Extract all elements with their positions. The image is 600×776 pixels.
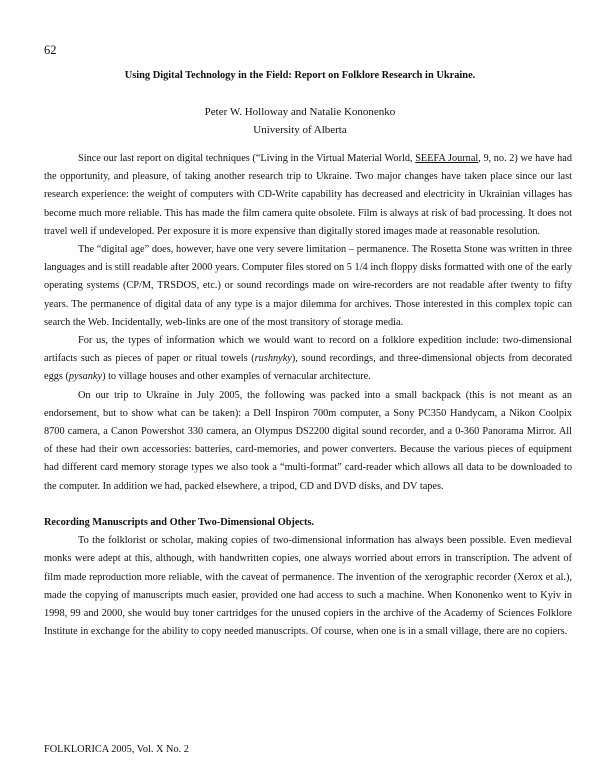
- article-title: Using Digital Technology in the Field: Report on Folklore Research in Ukraine.: [124, 70, 476, 81]
- author-affiliation: University of Alberta: [253, 124, 347, 136]
- section-heading: Recording Manuscripts and Other Two-Dimensional Objects.: [44, 517, 315, 529]
- article-body: [44, 150, 572, 641]
- paragraph-equipment: On our trip to Ukraine in July 2005, the following was packed into a small backpack (this is not meant as an endorsement, but to show what can be taken): a Dell Inspiron 700m computer, a Sony PC350 Handycam, a Nikon Coolpix 8700 camera, a Canon Powershot 330 camera, an Olympus DS2200 digital sound recorder, and a 0-360 Panorama Mirror. All of these had their own accessories: batteries, card-memories, and power converters. Because the various pieces of equipment had different card memory storage types we also took a “multi-format” card-reader which allows all data to be downloaded to the computer. In addition we had, packed elsewhere, a tripod, CD and DVD disks, and DV tapes.: [44, 389, 572, 492]
- author-names: Peter W. Holloway and Natalie Kononenko: [204, 106, 396, 118]
- paragraph-information-types: [44, 332, 572, 387]
- paragraph-intro-text-a: Since our last report on digital techniques (“Living in the Virtual Material World,: [78, 153, 416, 164]
- author-block: [0, 103, 600, 139]
- term-pysanky: pysanky: [68, 371, 103, 383]
- paragraph-intro-text-b: , 9, no. 2) we have had the opportunity, and pleasure, of taking another research trip to Ukraine. Two major changes have taken place since our last research experience: the weight of computers with CD-Write capability has decreased and electricity in Ukrainian villages has become much more reliable. This has made the film camera quite obsolete. Film is always at risk of bad processing. It does not travel well if undeveloped. Per exposure it is more expensive than digitally stored images made at reasonable resolution.: [44, 153, 572, 237]
- paragraph-intro: [44, 150, 572, 241]
- term-rushnyky: rushnyky: [254, 353, 292, 365]
- paragraph-digital-age: The “digital age” does, however, have one very severe limitation – permanence. The Rosetta Stone was written in three languages and is still readable after 2000 years. Computer files stored on 5 1/4 inch floppy disks formatted with one of the early operating systems (CP/M, TRSDOS, etc.) or sound recordings made on wire-recorders are not readable after twenty to fifty years. The permanence of digital data of any type is a major dilemma for archives. Those interested in this complex topic can search the Web. Incidentally, web-links are one of the most transitory of storage media.: [44, 244, 572, 328]
- page-footer: FOLKLORICA 2005, Vol. X No. 2: [44, 744, 189, 755]
- page-number: 62: [44, 43, 57, 57]
- journal-link[interactable]: SEEFA Journal: [415, 153, 479, 164]
- paragraph-types-text-a: For us, the types of information which we would want to record on a folklore expedition include: two-dimensional artifacts such as pieces of paper or ritual towels (: [44, 335, 572, 365]
- paragraph-manuscripts: To the folklorist or scholar, making copies of two-dimensional information has always been possible. Even medieval monks were adept at this, although, with handwritten copies, one always worried about errors in transcription. The advent of film made reproduction more reliable, with the caveat of permanence. The invention of the xerographic recorder (Xerox et al.), made the copying of manuscripts much easier, provided one had access to such a machine. When Kononenko went to Kyiv in 1998, 99 and 2000, she would buy toner cartridges for the unused copiers in the archive of the Academy of Sciences Folklore Institute in exchange for the ability to copy needed manuscripts. Of course, when one is in a small village, there are no copiers.: [44, 535, 572, 638]
- paragraph-types-text-c: ) to village houses and other examples of vernacular architecture.: [102, 371, 371, 383]
- paragraph-types-text-b: ), sound recordings, and three-dimensional objects from decorated eggs (: [44, 353, 572, 383]
